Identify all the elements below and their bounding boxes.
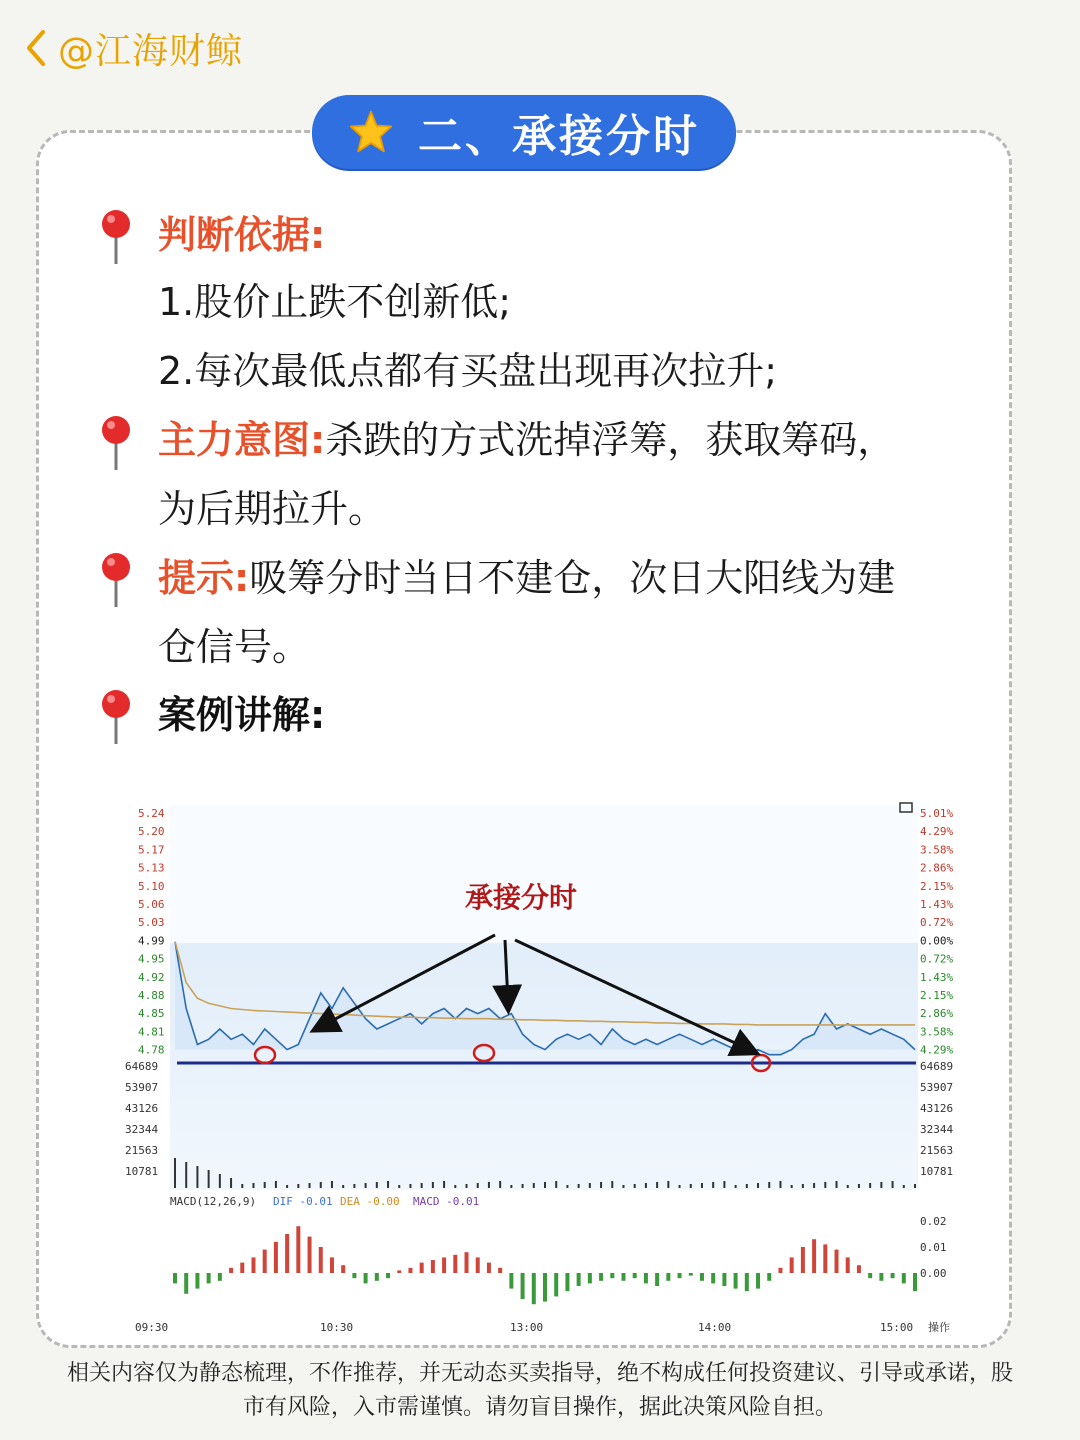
basis-label: 判断依据: bbox=[158, 213, 326, 257]
volume-bar bbox=[230, 1178, 232, 1188]
volume-bar bbox=[903, 1185, 905, 1188]
volume-bar bbox=[275, 1181, 277, 1188]
percent-tick-label: 2.15% bbox=[920, 989, 954, 1002]
volume-tick-label: 43126 bbox=[125, 1102, 159, 1115]
macd-tick-label: 0.01 bbox=[920, 1241, 947, 1254]
tip-text: 吸筹分时当日不建仓，次日大阳线为建 bbox=[249, 556, 896, 600]
macd-bar bbox=[913, 1273, 917, 1291]
volume-bar bbox=[208, 1170, 210, 1188]
volume-bar bbox=[779, 1181, 781, 1188]
macd-bar bbox=[823, 1244, 827, 1273]
top-bar bbox=[14, 22, 243, 74]
volume-bar bbox=[185, 1162, 187, 1188]
macd-bar bbox=[801, 1247, 805, 1273]
section-title-pill bbox=[312, 95, 736, 169]
macd-bar bbox=[700, 1273, 704, 1281]
author-handle[interactable]: @江海财鲸 bbox=[58, 30, 244, 72]
tip-label: 提示: bbox=[158, 556, 250, 600]
intent-text: 杀跌的方式洗掉浮筹，获取筹码， bbox=[325, 418, 896, 462]
percent-tick-label: 2.86% bbox=[920, 1007, 954, 1021]
volume-bar bbox=[241, 1184, 243, 1188]
volume-bar bbox=[645, 1183, 647, 1188]
macd-bar bbox=[734, 1273, 738, 1289]
volume-tick-label: 10781 bbox=[125, 1165, 159, 1178]
macd-bar bbox=[285, 1234, 289, 1273]
volume-bar bbox=[723, 1181, 725, 1188]
volume-bar bbox=[690, 1184, 692, 1188]
volume-bar bbox=[466, 1184, 468, 1188]
macd-bar bbox=[487, 1263, 491, 1273]
volume-tick-label: 64689 bbox=[125, 1060, 159, 1073]
macd-tick-label: 0.00 bbox=[920, 1267, 947, 1280]
volume-bar bbox=[634, 1184, 636, 1188]
basis-item-2: 2.每次最低点都有买盘出现再次拉升; bbox=[158, 349, 778, 393]
price-tick-label: 4.99 bbox=[138, 934, 165, 948]
price-tick-label: 4.78 bbox=[138, 1043, 165, 1057]
macd-bar bbox=[173, 1273, 177, 1283]
macd-bar bbox=[599, 1273, 603, 1281]
macd-bar bbox=[554, 1273, 558, 1296]
volume-tick-label: 32344 bbox=[920, 1123, 954, 1136]
volume-bar bbox=[768, 1182, 770, 1188]
percent-tick-label: 1.43% bbox=[920, 970, 954, 984]
volume-bar bbox=[510, 1185, 512, 1188]
macd-bar bbox=[184, 1273, 188, 1294]
volume-bar bbox=[353, 1184, 355, 1188]
macd-bar bbox=[621, 1273, 625, 1281]
intent-line bbox=[158, 410, 895, 470]
volume-tick-label: 21563 bbox=[125, 1144, 159, 1157]
disclaimer bbox=[0, 1357, 1080, 1425]
disclaimer-line-1: 相关内容仅为静态梳理，不作推荐，并无动态买卖指导，绝不构成任何投资建议、引导或承诺，股 bbox=[66, 1361, 1013, 1386]
macd-bar bbox=[678, 1273, 682, 1278]
percent-tick-label: 3.58% bbox=[920, 1025, 954, 1039]
macd-bar bbox=[655, 1273, 659, 1286]
volume-bar bbox=[264, 1182, 266, 1188]
macd-bar bbox=[767, 1273, 771, 1281]
volume-bar bbox=[432, 1182, 434, 1188]
time-tick-label: 15:00 bbox=[880, 1321, 914, 1334]
macd-bar bbox=[319, 1247, 323, 1273]
macd-bar bbox=[397, 1270, 401, 1273]
back-button[interactable] bbox=[14, 22, 58, 74]
volume-bar bbox=[252, 1183, 254, 1188]
volume-bar bbox=[847, 1185, 849, 1188]
macd-bar bbox=[689, 1273, 693, 1276]
percent-tick-label: 2.86% bbox=[920, 861, 954, 875]
macd-bar bbox=[835, 1250, 839, 1273]
macd-bar bbox=[218, 1273, 222, 1281]
chart-annotation: 承接分时 bbox=[465, 881, 578, 914]
macd-bar bbox=[509, 1273, 513, 1289]
volume-bar bbox=[499, 1181, 501, 1188]
volume-bar bbox=[701, 1183, 703, 1188]
macd-bar bbox=[846, 1257, 850, 1273]
volume-bar bbox=[443, 1181, 445, 1188]
dif-label: DIF -0.01 bbox=[273, 1195, 333, 1208]
macd-bar bbox=[364, 1273, 368, 1283]
volume-bar bbox=[365, 1183, 367, 1188]
volume-bar bbox=[611, 1181, 613, 1188]
macd-bar bbox=[711, 1273, 715, 1283]
macd-bar bbox=[308, 1237, 312, 1273]
tip-text-continued: 仓信号。 bbox=[158, 625, 311, 669]
macd-bar bbox=[330, 1257, 334, 1273]
intent-label: 主力意图: bbox=[158, 418, 326, 462]
volume-bar bbox=[544, 1182, 546, 1188]
price-tick-label: 5.24 bbox=[138, 807, 165, 820]
macd-bar bbox=[352, 1273, 356, 1278]
volume-bar bbox=[757, 1183, 759, 1188]
price-tick-label: 5.17 bbox=[138, 843, 165, 857]
macd-bar bbox=[420, 1263, 424, 1273]
volume-tick-label: 53907 bbox=[125, 1081, 159, 1094]
macd-bar bbox=[240, 1263, 244, 1273]
percent-tick-label: 1.43% bbox=[920, 898, 954, 911]
disclaimer-line-2: 市有风险，入市需谨慎。请勿盲目操作，据此决策风险自担。 bbox=[242, 1395, 837, 1420]
volume-tick-label: 43126 bbox=[920, 1102, 954, 1115]
macd-bar bbox=[263, 1250, 267, 1273]
volume-bar bbox=[802, 1184, 804, 1188]
volume-bar bbox=[813, 1183, 815, 1188]
macd-bar bbox=[790, 1257, 794, 1273]
volume-bar bbox=[286, 1185, 288, 1188]
price-tick-label: 5.13 bbox=[138, 861, 165, 875]
pushpin-icon bbox=[96, 414, 136, 472]
volume-bar bbox=[297, 1184, 299, 1188]
volume-bar bbox=[555, 1181, 557, 1188]
volume-bar bbox=[712, 1182, 714, 1188]
macd-tick-label: 0.02 bbox=[920, 1215, 947, 1228]
macd-bar bbox=[274, 1242, 278, 1273]
time-tick-label: 13:00 bbox=[510, 1321, 544, 1334]
macd-bar bbox=[341, 1265, 345, 1273]
time-tick-label: 10:30 bbox=[320, 1321, 354, 1334]
corner-label: 操作 bbox=[928, 1321, 950, 1334]
macd-bar bbox=[532, 1273, 536, 1304]
volume-bar bbox=[589, 1183, 591, 1188]
volume-bar bbox=[331, 1181, 333, 1188]
volume-tick-label: 64689 bbox=[920, 1060, 954, 1073]
page-title: 二、承接分时 bbox=[418, 111, 700, 162]
volume-bar bbox=[488, 1182, 490, 1188]
macd-bar bbox=[465, 1252, 469, 1273]
volume-bar bbox=[824, 1182, 826, 1188]
volume-bar bbox=[342, 1185, 344, 1188]
star-icon bbox=[348, 109, 394, 155]
volume-bar bbox=[219, 1174, 221, 1188]
volume-bar bbox=[735, 1185, 737, 1188]
macd-bar bbox=[431, 1260, 435, 1273]
price-tick-label: 4.95 bbox=[138, 952, 165, 966]
intraday-chart-svg bbox=[120, 795, 970, 1340]
volume-bar bbox=[376, 1182, 378, 1188]
macd-bar bbox=[868, 1273, 872, 1278]
macd-bar bbox=[756, 1273, 760, 1289]
volume-tick-label: 10781 bbox=[920, 1165, 954, 1178]
percent-tick-label: 3.58% bbox=[920, 843, 954, 857]
macd-bar bbox=[408, 1268, 412, 1273]
percent-tick-label: 4.29% bbox=[920, 1043, 954, 1057]
percent-tick-label: 0.72% bbox=[920, 916, 954, 930]
macd-bar bbox=[521, 1273, 525, 1299]
macd-bar bbox=[386, 1273, 390, 1278]
macd-bar bbox=[577, 1273, 581, 1286]
time-tick-label: 09:30 bbox=[135, 1321, 169, 1334]
price-tick-label: 4.81 bbox=[138, 1025, 165, 1039]
macd-bar bbox=[588, 1273, 592, 1283]
volume-bar bbox=[892, 1181, 894, 1188]
volume-bar bbox=[421, 1183, 423, 1188]
macd-bar bbox=[251, 1257, 255, 1273]
price-tick-label: 5.06 bbox=[138, 898, 165, 911]
price-tick-label: 4.92 bbox=[138, 970, 165, 984]
macd-bar bbox=[666, 1273, 670, 1281]
case-label: 案例讲解: bbox=[158, 693, 326, 737]
macd-bar bbox=[476, 1257, 480, 1273]
volume-bar bbox=[622, 1185, 624, 1188]
volume-bar bbox=[409, 1184, 411, 1188]
percent-tick-label: 2.15% bbox=[920, 879, 954, 893]
macd-value-label: MACD -0.01 bbox=[413, 1195, 480, 1208]
volume-tick-label: 53907 bbox=[920, 1081, 954, 1094]
chevron-left-icon bbox=[23, 28, 49, 68]
percent-tick-label: 5.01% bbox=[920, 807, 954, 820]
macd-bar bbox=[812, 1239, 816, 1273]
price-tick-label: 5.20 bbox=[138, 825, 165, 839]
pushpin-icon bbox=[96, 688, 136, 746]
volume-bar bbox=[578, 1184, 580, 1188]
time-tick-label: 14:00 bbox=[698, 1321, 732, 1334]
volume-bar bbox=[679, 1185, 681, 1188]
dea-label: DEA -0.00 bbox=[340, 1195, 400, 1208]
macd-bar bbox=[610, 1273, 614, 1278]
pushpin-icon bbox=[96, 551, 136, 609]
macd-bar bbox=[891, 1273, 895, 1278]
macd-bar bbox=[902, 1273, 906, 1283]
price-tick-label: 5.03 bbox=[138, 916, 165, 930]
macd-bar bbox=[565, 1273, 569, 1291]
intent-text-continued: 为后期拉升。 bbox=[158, 487, 387, 531]
volume-bar bbox=[600, 1182, 602, 1188]
percent-tick-label: 0.00% bbox=[920, 934, 954, 948]
macd-bar bbox=[879, 1273, 883, 1281]
volume-bar bbox=[320, 1182, 322, 1188]
price-tick-label: 5.10 bbox=[138, 879, 165, 893]
intraday-chart bbox=[120, 795, 970, 1340]
volume-bar bbox=[746, 1184, 748, 1188]
macd-bar bbox=[722, 1273, 726, 1286]
volume-bar bbox=[387, 1181, 389, 1188]
macd-label: MACD(12,26,9) bbox=[170, 1195, 257, 1208]
macd-bar bbox=[633, 1273, 637, 1278]
volume-bar bbox=[914, 1184, 916, 1188]
macd-bar bbox=[296, 1226, 300, 1273]
percent-tick-label: 4.29% bbox=[920, 825, 954, 839]
volume-bar bbox=[869, 1183, 871, 1188]
macd-bar bbox=[229, 1268, 233, 1273]
macd-bar bbox=[375, 1273, 379, 1281]
macd-bar bbox=[498, 1268, 502, 1273]
macd-bar bbox=[207, 1273, 211, 1283]
volume-bar bbox=[196, 1166, 198, 1188]
macd-bar bbox=[453, 1255, 457, 1273]
volume-tick-label: 32344 bbox=[125, 1123, 159, 1136]
macd-bar bbox=[543, 1273, 547, 1302]
volume-bar bbox=[309, 1183, 311, 1188]
macd-bar bbox=[195, 1273, 199, 1289]
volume-bar bbox=[454, 1185, 456, 1188]
volume-bar bbox=[533, 1183, 535, 1188]
price-tick-label: 4.85 bbox=[138, 1007, 165, 1021]
volume-bar bbox=[791, 1185, 793, 1188]
volume-bar bbox=[656, 1182, 658, 1188]
basis-item-1: 1.股价止跌不创新低; bbox=[158, 280, 512, 324]
volume-bar bbox=[522, 1184, 524, 1188]
volume-bar bbox=[880, 1182, 882, 1188]
volume-bar bbox=[667, 1181, 669, 1188]
volume-bar bbox=[477, 1183, 479, 1188]
volume-bar bbox=[398, 1185, 400, 1188]
volume-bar bbox=[566, 1185, 568, 1188]
price-tick-label: 4.88 bbox=[138, 989, 165, 1002]
tip-line bbox=[158, 548, 895, 608]
macd-bar bbox=[778, 1268, 782, 1273]
volume-bar bbox=[836, 1181, 838, 1188]
macd-bar bbox=[442, 1257, 446, 1273]
pushpin-icon bbox=[96, 208, 136, 266]
macd-bar bbox=[644, 1273, 648, 1283]
macd-bar bbox=[857, 1265, 861, 1273]
volume-bar bbox=[858, 1184, 860, 1188]
percent-tick-label: 0.72% bbox=[920, 952, 954, 966]
volume-bar bbox=[174, 1158, 176, 1188]
macd-bar bbox=[745, 1273, 749, 1291]
volume-tick-label: 21563 bbox=[920, 1144, 954, 1157]
